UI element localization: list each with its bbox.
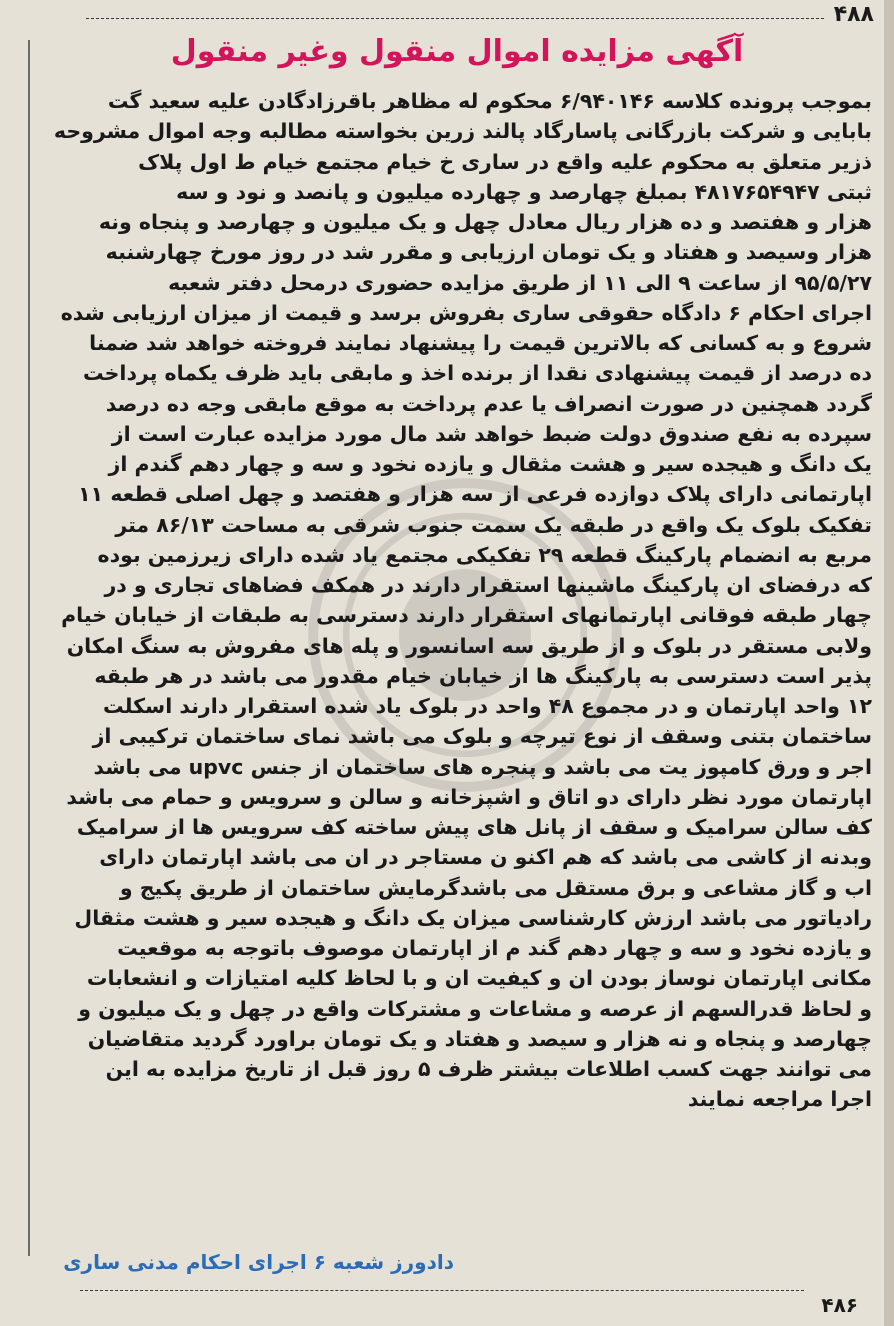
body-line: بموجب پرونده کلاسه ۶/۹۴۰۱۴۶ محکوم له مظاهر باقرزادگادن علیه سعید گت [107,89,872,113]
body-line: ساختمان بتنی وسقف از نوع تیرچه و بلوک می باشد نمای ساختمان ترکیبی از [92,724,872,749]
body-line: و یازده نخود و سه و چهار دهم گند م از اپارتمان موصوف باتوجه به موقعیت [117,936,872,960]
left-border [28,40,30,1256]
body-line: شروع و به کسانی که بالاترین قیمت را پیشنهاد نمایند فروخته خواهد شد ضمنا [89,331,872,355]
body-line: ثبتی ۴۸۱۷۶۵۴۹۴۷ بمبلغ چهارصد و چهارده میلیون و پانصد و نود و سه [176,179,872,204]
body-line: ذزیر متعلق به محکوم علیه واقع در ساری خ خیام مجتمع خیام ط اول پلاک [138,149,872,174]
bottom-divider [80,1290,804,1291]
body-line: کف سالن سرامیک و سقف از پانل های پیش ساخته کف سرویس ها از سرامیک [76,815,872,839]
body-line: اب و گاز مشاعی و برق مستقل می باشدگرمایش ساختمان از طریق پکیج و [119,875,872,900]
body-line: سپرده به نفع صندوق دولت ضبط خواهد شد مال مورد مزایده عبارت است از [111,421,872,446]
body-line: اجرای احکام ۶ دادگاه حقوقی ساری بفروش برسد و قیمت از میزان ارزیابی شده [60,300,872,325]
body-line: بابایی و شرکت بازرگانی پاسارگاد پالند زرین بخواسته مطالبه وجه اموال مشروحه [53,119,872,144]
notice-body [36,86,872,1115]
body-line: می توانند جهت کسب اطلاعات بیشتر ظرف ۵ روز قبل از تاریخ مزایده به این [105,1057,872,1081]
body-line: اجرا مراجعه نمایند [687,1087,872,1112]
body-line: اپارتمانی دارای پلاک دوازده فرعی از سه هزار و هفتصد و چهل اصلی قطعه ۱۱ [78,482,872,507]
body-line: وبدنه از کاشی می باشد که هم اکنو ن مستاجر در ان می باشد اپارتمان دارای [99,845,872,870]
body-line: تفکیک بلوک یک واقع در طبقه یک سمت جنوب شرقی به مساحت ۸۶/۱۳ متر [115,512,872,537]
notice-title: آگهی مزایده اموال منقول وغیر منقول [170,34,744,69]
page-number-bottom: ۴۸۶ [821,1293,858,1317]
signature-line: دادورز شعبه ۶ اجرای احکام مدنی ساری [63,1250,454,1274]
body-line: هزار و هفتصد و ده هزار ریال معادل چهل و یک میلیون و چهارصد و پنجاه ونه [98,210,872,234]
body-line: که درفضای ان پارکینگ ماشینها استقرار دارند در همکف فضاهای تجاری و در [104,573,872,597]
body-line: ولابی مستقر در بلوک و از طریق سه اسانسور و پله های مفروش به سنگ امکان [66,633,872,658]
body-line: ۱۲ واحد اپارتمان و در مجموع ۴۸ واحد در بلوک یاد شده استقرار دارند اسکلت [103,694,872,718]
body-line: مربع به انضمام پارکینگ قطعه ۲۹ تفکیکی مجتمع یاد شده دارای زیرزمین بوده [97,542,872,567]
body-line: ۹۵/۵/۲۷ از ساعت ۹ الی ۱۱ از طریق مزایده حضوری درمحل دفتر شعبه [168,270,872,295]
body-line: ده درصد از قیمت پیشنهادی نقدا از برنده اخذ و مابقی باید ظرف یکماه پرداخت [82,361,872,386]
body-line: و لحاظ قدرالسهم از عرصه و مشاعات و مشترکات واقع در چهل و یک میلیون و [78,996,872,1021]
body-line: چهار طبقه فوقانی اپارتمانهای استقرار دارند دسترسی به طبقات از خیابان خیام [61,603,872,628]
top-divider [86,18,824,19]
body-line: پذیر است دسترسی به پارکینگ ها از خیابان خیام مقدور می باشد در هر طبقه [94,663,872,688]
body-line: یک دانگ و هیجده سیر و هشت مثقال و یازده نخود و سه و چهار دهم گندم از [108,452,872,476]
page-number-top: ۴۸۸ [833,2,874,27]
body-line: اجر و ورق کامپوز یت می باشد و پنجره های ساختمان از جنس upvc می باشد [93,754,872,779]
body-line: رادیاتور می باشد ارزش کارشناسی میزان یک دانگ و هیجده سیر و هشت مثقال [74,905,872,930]
body-line: گردد همچنین در صورت انصراف یا عدم پرداخت به موقع مابقی وجه ده درصد [105,391,872,416]
body-line: مکانی اپارتمان نوساز بودن ان و کیفیت ان و با لحاظ کلیه امتیازات و انشعابات [86,966,872,991]
right-edge [884,0,894,1326]
body-line: چهارصد و پنجاه و نه هزار و سیصد و هفتاد و یک تومان براورد گردید متقاضیان [87,1026,872,1051]
body-line: اپارتمان مورد نظر دارای دو اتاق و اشپزخانه و سالن و سرویس و حمام می باشد [66,784,872,809]
body-line: هزار وسیصد و هفتاد و یک تومان ارزیابی و مقرر شد در روز مورخ چهارشنبه [105,240,872,265]
